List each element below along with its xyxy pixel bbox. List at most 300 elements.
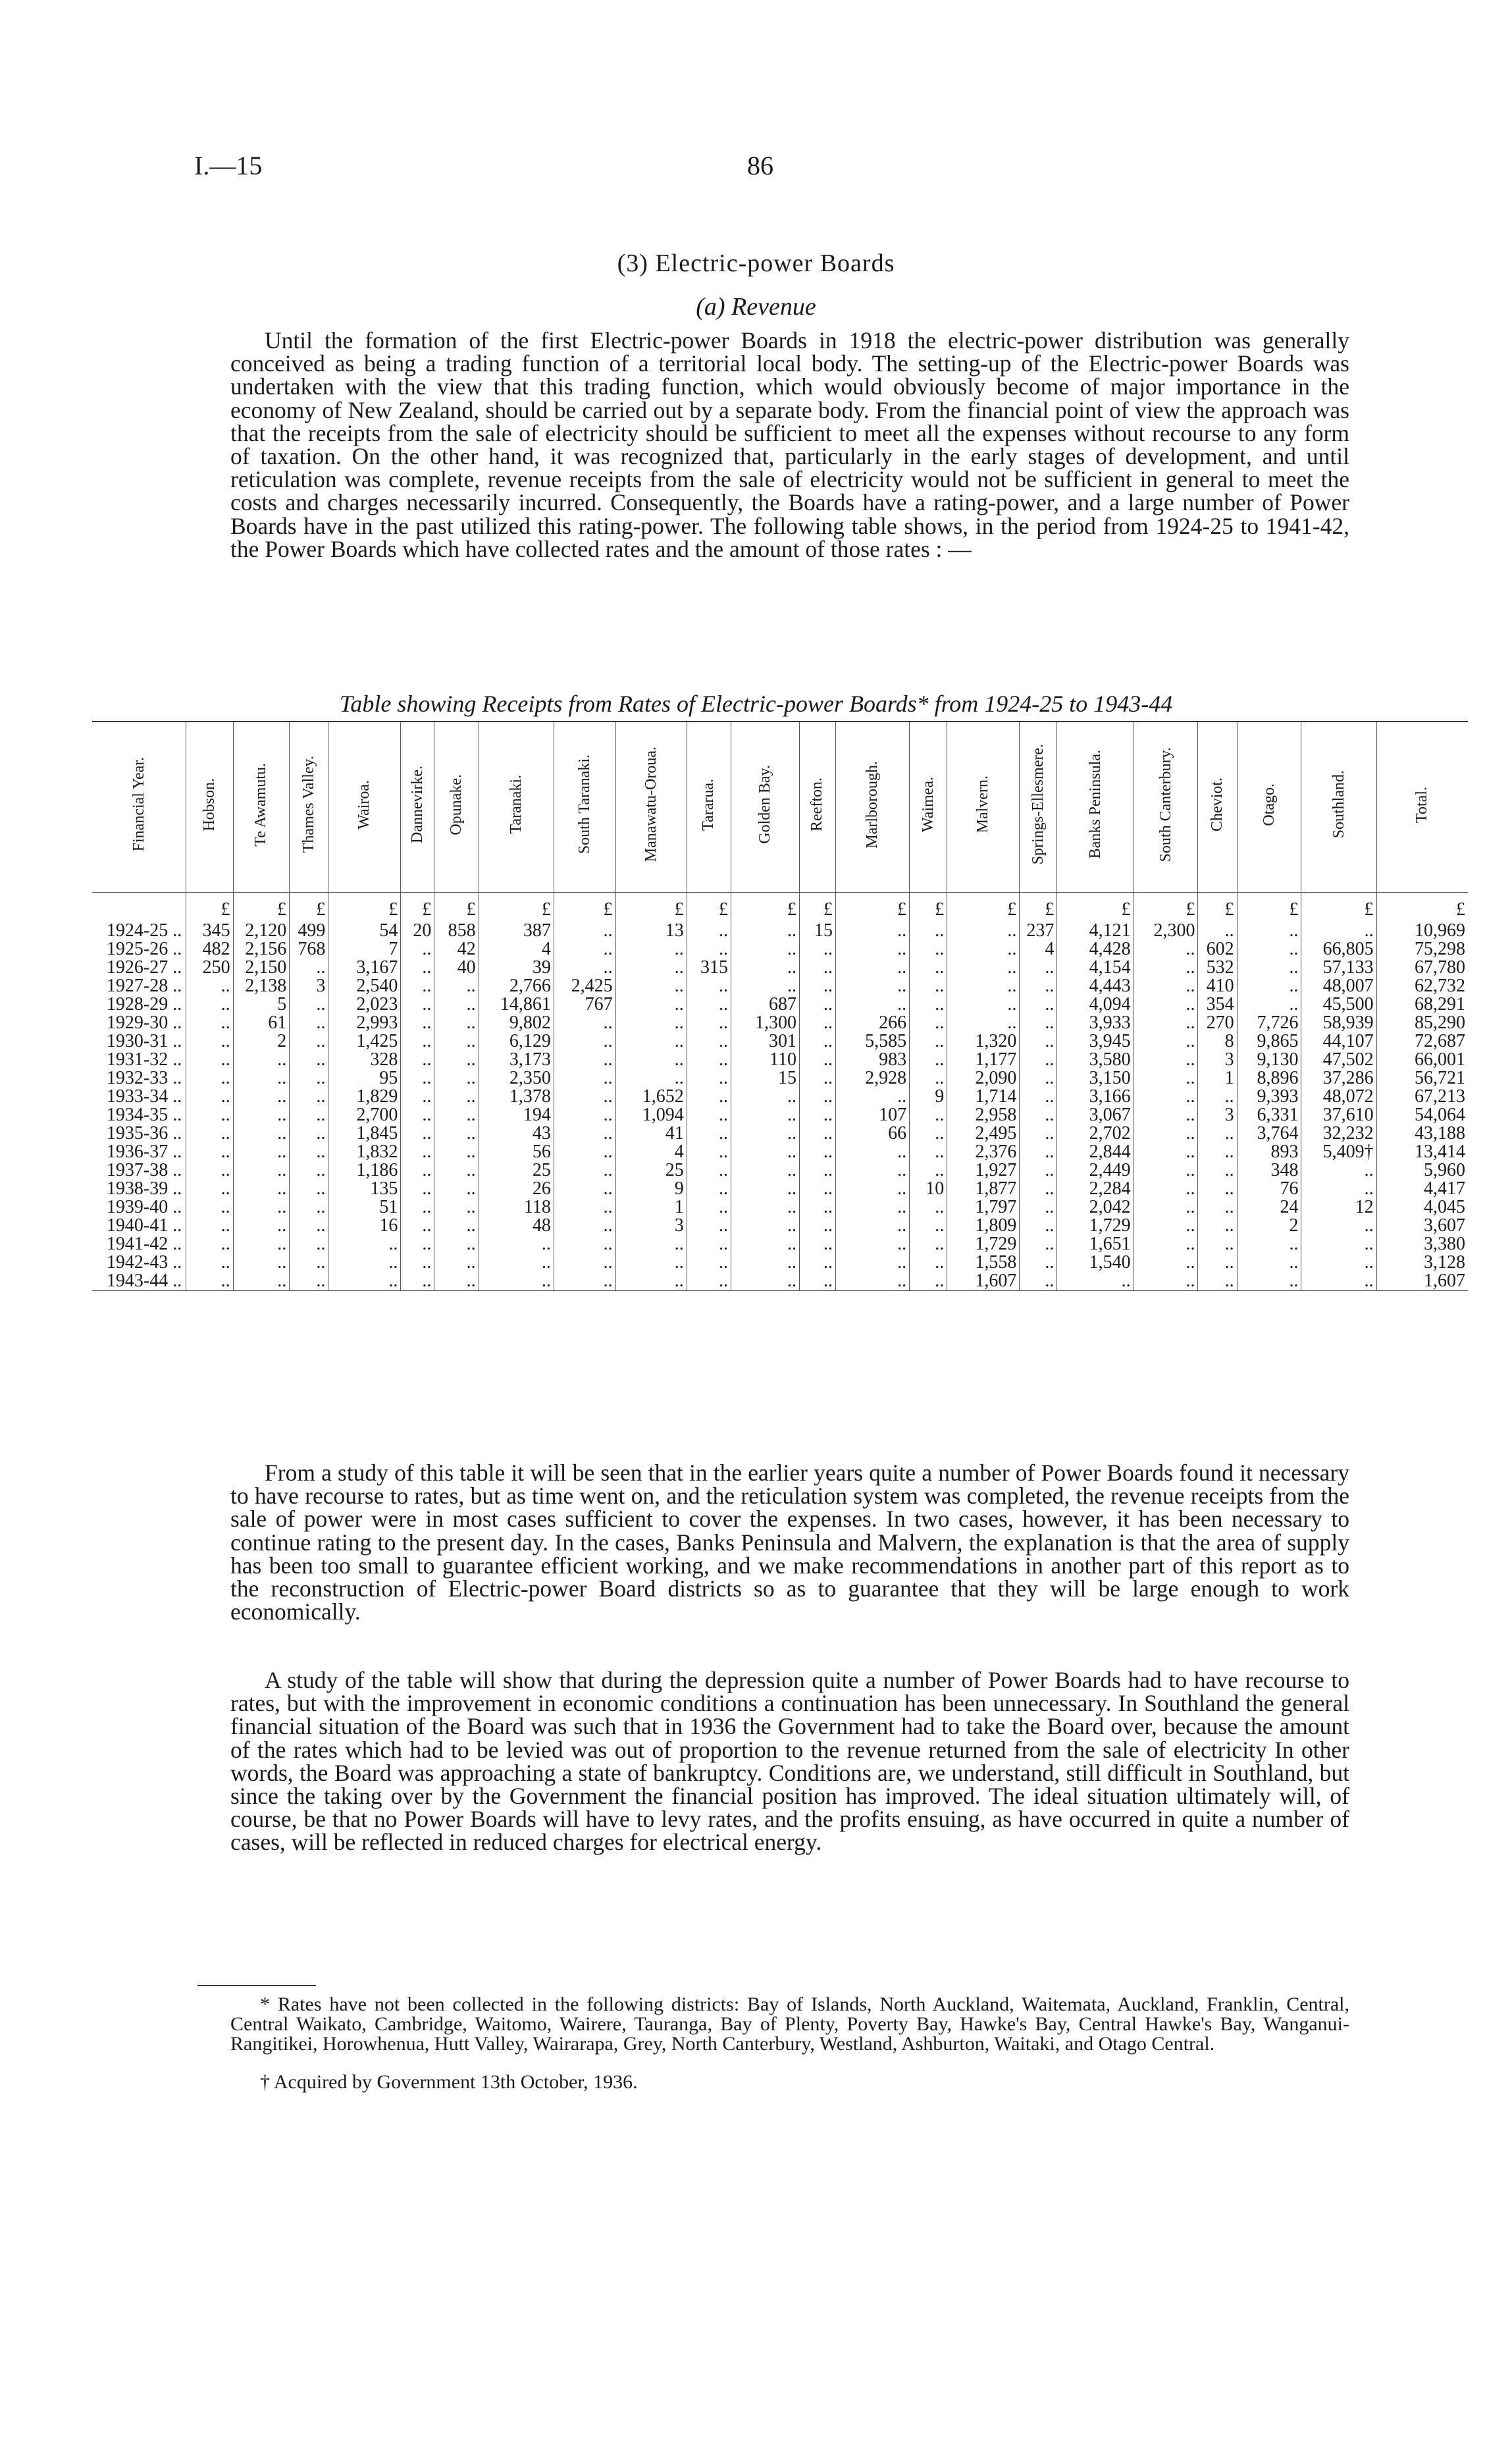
value-cell: .. [1237, 995, 1301, 1014]
value-cell: 2,425 [554, 977, 615, 995]
column-header-label: South Taranaki. [575, 754, 593, 855]
value-cell: 9,802 [479, 1014, 554, 1032]
value-cell: .. [836, 1180, 910, 1198]
value-cell: .. [186, 995, 233, 1014]
value-cell: 57,133 [1301, 959, 1376, 977]
value-cell: .. [1134, 977, 1198, 995]
section-title: (3) Electric-power Boards [617, 250, 895, 277]
value-cell: .. [799, 1014, 835, 1032]
value-cell: .. [434, 1217, 479, 1235]
table-row [92, 1198, 1468, 1217]
value-cell: .. [1237, 940, 1301, 959]
analysis-paragraph: From a study of this table it will be seen that in the earlier years quite a number of Power Boards found it necessary to have recourse to rates, but as time went on, and the reticulation system was completed, the revenue receipts from the sale of power were in most cases sufficient to cover the expenses. In two cases, however, it has been necessary to continue rating to the present day. In the cases, Banks Peninsula and Malvern, the explanation is that the area of supply has been too small to guarantee efficient working, and we make recommendations in another part of this report as to the reconstruction of Electric-power Board districts so as to guarantee that they will be large enough to work economically. [230, 1460, 1349, 1625]
value-cell: .. [1237, 1272, 1301, 1291]
value-cell: 1,829 [328, 1088, 401, 1106]
year-cell: 1942-43 .. [92, 1253, 186, 1272]
unit-cell: £ [328, 893, 401, 922]
value-cell: .. [910, 1014, 947, 1032]
value-cell: .. [554, 1161, 615, 1180]
value-cell: 4,094 [1057, 995, 1134, 1014]
unit-cell: £ [1301, 893, 1376, 922]
value-cell: .. [799, 1198, 835, 1217]
value-cell: .. [1020, 1253, 1057, 1272]
value-cell: .. [1237, 1235, 1301, 1253]
value-cell: .. [731, 1124, 799, 1143]
value-cell: .. [731, 1106, 799, 1124]
value-cell: 10,969 [1415, 922, 1465, 940]
value-cell: 7 [328, 940, 401, 959]
value-cell: 2,138 [233, 977, 290, 995]
value-cell: .. [554, 1106, 615, 1124]
value-cell: .. [401, 1014, 434, 1032]
value-cell: .. [687, 1235, 731, 1253]
value-cell: 2,042 [1057, 1198, 1134, 1217]
table-row [92, 1235, 1468, 1253]
value-cell: .. [947, 995, 1020, 1014]
value-cell: .. [1198, 1124, 1237, 1143]
value-cell: .. [836, 1235, 910, 1253]
value-cell: .. [1057, 1272, 1134, 1291]
value-cell: 1 [615, 1198, 687, 1217]
value-cell: .. [1020, 1161, 1057, 1180]
column-header [910, 722, 947, 893]
value-cell: 15 [799, 922, 835, 940]
value-cell: .. [554, 1069, 615, 1088]
value-cell: .. [290, 1217, 328, 1235]
value-cell: .. [836, 940, 910, 959]
unit-cell: £ [1198, 893, 1237, 922]
value-cell: 85,290 [1415, 1014, 1465, 1032]
value-cell: 32,232 [1301, 1124, 1376, 1143]
value-cell: 6,331 [1237, 1106, 1301, 1124]
value-cell: 767 [554, 995, 615, 1014]
value-cell: 2 [233, 1032, 290, 1051]
value-cell: 4 [1020, 940, 1057, 959]
depression-paragraph: A study of the table will show that during the depression quite a number of Power Boards had to have recourse to rates, but with the improvement in economic conditions a continuation has been unnecessary. In Southland the general financial situation of the Board was such that in 1936 the Government had to take the Board over, because the amount of the rates which had to be levied was out of proportion to the revenue returned from the sale of electricity In other words, the Board was approaching a state of bankruptcy. Conditions are, we understand, still difficult in Southland, but since the taking over by the Government the financial position has improved. The ideal situation ultimately will, of course, be that no Power Boards will have to levy rates, and the profits ensuing, as have occurred in quite a number of cases, will be reflected in reduced charges for electrical energy. [230, 1667, 1349, 1856]
column-header [401, 722, 434, 893]
value-cell: 37,286 [1301, 1069, 1376, 1088]
year-cell: 1925-26 .. [92, 940, 186, 959]
value-cell: .. [434, 1051, 479, 1069]
year-cell: 1928-29 .. [92, 995, 186, 1014]
value-cell: .. [687, 1124, 731, 1143]
value-cell: 2 [1237, 1217, 1301, 1235]
value-cell: 1,927 [947, 1161, 1020, 1180]
column-header [554, 722, 615, 893]
value-cell: .. [799, 977, 835, 995]
column-header-label: Thames Valley. [300, 756, 317, 853]
value-cell: .. [328, 1253, 401, 1272]
value-cell: .. [799, 1272, 835, 1291]
value-cell: .. [1301, 1272, 1376, 1291]
value-cell: .. [836, 1143, 910, 1161]
value-cell: .. [731, 1235, 799, 1253]
value-cell: .. [947, 959, 1020, 977]
value-cell: 2,700 [328, 1106, 401, 1124]
value-cell: 3 [290, 977, 328, 995]
value-cell: 2,090 [947, 1069, 1020, 1088]
value-cell: .. [910, 1272, 947, 1291]
value-cell: .. [290, 1069, 328, 1088]
value-cell: .. [401, 977, 434, 995]
value-cell: 48,072 [1301, 1088, 1376, 1106]
value-cell: 4 [479, 940, 554, 959]
column-header [615, 722, 687, 893]
value-cell: 7,726 [1237, 1014, 1301, 1032]
value-cell: 5,960 [1424, 1161, 1465, 1180]
value-cell: 48 [479, 1217, 554, 1235]
column-header-label: Southland. [1330, 770, 1347, 839]
value-cell: .. [910, 1051, 947, 1069]
value-cell: .. [434, 1143, 479, 1161]
value-cell: .. [836, 1088, 910, 1106]
value-cell: .. [731, 1272, 799, 1291]
value-cell: 135 [328, 1180, 401, 1198]
value-cell: .. [554, 1217, 615, 1235]
value-cell: .. [687, 1253, 731, 1272]
value-cell: 345 [186, 922, 233, 940]
value-cell: .. [401, 1106, 434, 1124]
value-cell: 301 [731, 1032, 799, 1051]
value-cell: 2,928 [836, 1069, 910, 1088]
value-cell: .. [1134, 1106, 1198, 1124]
value-cell: 1 [1198, 1069, 1237, 1088]
year-cell: 1926-27 .. [92, 959, 186, 977]
value-cell: 1,714 [947, 1088, 1020, 1106]
unit-cell: £ [1134, 893, 1198, 922]
value-cell: 3,128 [1424, 1253, 1465, 1272]
column-header [687, 722, 731, 893]
unit-cell: £ [401, 893, 434, 922]
year-cell: 1938-39 .. [92, 1180, 186, 1198]
value-cell: 2,702 [1057, 1124, 1134, 1143]
report-code: I.—15 [194, 151, 263, 180]
value-cell: .. [186, 1272, 233, 1291]
value-cell: 2,150 [233, 959, 290, 977]
value-cell: .. [1134, 1143, 1198, 1161]
value-cell: 5 [233, 995, 290, 1014]
value-cell: 37,610 [1301, 1106, 1376, 1124]
value-cell: .. [1134, 1032, 1198, 1051]
value-cell: 2,284 [1057, 1180, 1134, 1198]
value-cell: 3 [615, 1217, 687, 1235]
value-cell: 9,130 [1237, 1051, 1301, 1069]
value-cell: .. [731, 959, 799, 977]
value-cell: .. [290, 1180, 328, 1198]
value-cell: 3,150 [1057, 1069, 1134, 1088]
table-row [92, 1032, 1468, 1051]
unit-cell [92, 893, 186, 922]
value-cell: .. [1020, 1143, 1057, 1161]
value-cell: 1,832 [328, 1143, 401, 1161]
value-cell: .. [1020, 1088, 1057, 1106]
value-cell: 3,933 [1057, 1014, 1134, 1032]
value-cell: 9 [910, 1088, 947, 1106]
value-cell: .. [401, 995, 434, 1014]
value-cell: .. [1198, 1088, 1237, 1106]
column-header [1020, 722, 1057, 893]
value-cell: .. [910, 1198, 947, 1217]
value-cell: 3,380 [1424, 1235, 1465, 1253]
year-cell: 1924-25 .. [92, 922, 186, 940]
value-cell: 1,300 [731, 1014, 799, 1032]
value-cell: 4,428 [1057, 940, 1134, 959]
value-cell: .. [910, 1106, 947, 1124]
value-cell: .. [1134, 1069, 1198, 1088]
value-cell: 2,300 [1134, 922, 1198, 940]
value-cell: .. [233, 1253, 290, 1272]
value-cell: .. [1134, 1051, 1198, 1069]
value-cell: .. [687, 940, 731, 959]
value-cell: .. [434, 977, 479, 995]
value-cell: .. [1134, 1235, 1198, 1253]
value-cell: 62,732 [1415, 977, 1465, 995]
value-cell: .. [401, 1143, 434, 1161]
value-cell: .. [554, 1088, 615, 1106]
value-cell: 2,540 [328, 977, 401, 995]
value-cell: 107 [836, 1106, 910, 1124]
value-cell: .. [434, 1069, 479, 1088]
unit-cell: £ [947, 893, 1020, 922]
value-cell: .. [290, 1051, 328, 1069]
value-cell: .. [290, 1014, 328, 1032]
value-cell: 43,188 [1415, 1124, 1465, 1143]
value-cell: .. [799, 1253, 835, 1272]
value-cell: 13 [615, 922, 687, 940]
value-cell: .. [687, 1272, 731, 1291]
column-header [1134, 722, 1198, 893]
value-cell: .. [910, 1032, 947, 1051]
units-row [92, 893, 1468, 922]
footnote-acquired: † Acquired by Government 13th October, 1936. [260, 2071, 638, 2093]
column-header [1237, 722, 1301, 893]
year-cell: 1941-42 .. [92, 1235, 186, 1253]
value-cell: 20 [401, 922, 434, 940]
value-cell: .. [290, 1253, 328, 1272]
value-cell: 499 [290, 922, 328, 940]
value-cell: 25 [479, 1161, 554, 1180]
value-cell: .. [1198, 1253, 1237, 1272]
value-cell: 1,378 [479, 1088, 554, 1106]
value-cell: .. [479, 1253, 554, 1272]
value-cell: 54,064 [1415, 1106, 1465, 1124]
value-cell: .. [554, 1143, 615, 1161]
table-row [92, 1161, 1468, 1180]
value-cell: .. [836, 1217, 910, 1235]
value-cell: 25 [615, 1161, 687, 1180]
column-header-label: Manawatu-Oroua. [642, 747, 660, 862]
value-cell: .. [186, 1180, 233, 1198]
value-cell: .. [731, 1143, 799, 1161]
value-cell: .. [687, 1198, 731, 1217]
value-cell: 58,939 [1301, 1014, 1376, 1032]
value-cell: 44,107 [1301, 1032, 1376, 1051]
value-cell: 5,585 [836, 1032, 910, 1051]
value-cell: .. [1020, 1198, 1057, 1217]
value-cell: 2,766 [479, 977, 554, 995]
value-cell: .. [290, 1124, 328, 1143]
value-cell: .. [401, 1032, 434, 1051]
value-cell: 270 [1198, 1014, 1237, 1032]
value-cell: .. [1134, 1161, 1198, 1180]
value-cell: 48,007 [1301, 977, 1376, 995]
value-cell: 1,651 [1057, 1235, 1134, 1253]
value-cell: 2,495 [947, 1124, 1020, 1143]
value-cell: 1,607 [1376, 1272, 1468, 1291]
column-header-label: Springs-Ellesmere. [1029, 744, 1047, 865]
value-cell: .. [233, 1143, 290, 1161]
column-header-label: Financial Year. [130, 757, 147, 852]
value-cell: .. [1301, 1161, 1376, 1180]
value-cell: .. [434, 1272, 479, 1291]
value-cell: .. [799, 1088, 835, 1106]
value-cell: .. [290, 995, 328, 1014]
column-header-label: Wairoa. [355, 779, 373, 830]
value-cell: .. [434, 1088, 479, 1106]
column-header [1376, 722, 1468, 893]
value-cell: .. [233, 1198, 290, 1217]
value-cell: 768 [290, 940, 328, 959]
value-cell: .. [910, 1069, 947, 1088]
column-header-label: Tararua. [700, 778, 717, 831]
value-cell: .. [186, 1161, 233, 1180]
value-cell: .. [910, 1161, 947, 1180]
intro-paragraph: Until the formation of the first Electric-power Boards in 1918 the electric-power distribution was generally conceived as being a trading function of a territorial local body. The setting-up of the Electric-power Boards was undertaken with the view that this trading function, which would obviously become of major importance in the economy of New Zealand, should be carried out by a separate body. From the financial point of view the approach was that the receipts from the sale of electricity should be sufficient to meet all the expenses without recourse to any form of taxation. On the other hand, it was recognized that, particularly in the early stages of development, and until reticulation was complete, revenue receipts from the sale of electricity would not be sufficient in general to meet the costs and charges necessarily incurred. Consequently, the Boards have a rating-power, and a large number of Power Boards have in the past utilized this rating-power. The following table shows, in the period from 1924-25 to 1941-42, the Power Boards which have collected rates and the amount of those rates : — [230, 327, 1349, 562]
value-cell: .. [1301, 922, 1376, 940]
value-cell: .. [328, 1272, 401, 1291]
value-cell: .. [401, 1217, 434, 1235]
table-row [92, 1180, 1468, 1198]
value-cell: .. [615, 1032, 687, 1051]
year-cell: 1934-35 .. [92, 1106, 186, 1124]
value-cell: 51 [328, 1198, 401, 1217]
value-cell: .. [687, 977, 731, 995]
value-cell: .. [1198, 1198, 1237, 1217]
value-cell: 13,414 [1415, 1143, 1465, 1161]
column-header [290, 722, 328, 893]
value-cell: .. [479, 1272, 554, 1291]
value-cell: 2,376 [947, 1143, 1020, 1161]
value-cell: .. [687, 1143, 731, 1161]
value-cell: .. [799, 940, 835, 959]
value-cell: .. [1020, 1180, 1057, 1198]
value-cell: 3,067 [1057, 1106, 1134, 1124]
value-cell: .. [836, 959, 910, 977]
value-cell: .. [233, 1235, 290, 1253]
column-header-label: Malvern. [974, 776, 992, 833]
column-header [836, 722, 910, 893]
value-cell: .. [615, 1069, 687, 1088]
column-header-label: Waimea. [919, 776, 937, 833]
value-cell: .. [799, 1161, 835, 1180]
value-cell: 1,845 [328, 1124, 401, 1143]
value-cell: .. [910, 1253, 947, 1272]
year-cell: 1940-41 .. [92, 1217, 186, 1235]
value-cell: 66,805 [1301, 940, 1376, 959]
value-cell: .. [799, 995, 835, 1014]
value-cell: .. [836, 1253, 910, 1272]
year-cell: 1939-40 .. [92, 1198, 186, 1217]
value-cell: .. [554, 1032, 615, 1051]
table-row [92, 1088, 1468, 1106]
value-cell: .. [1198, 1272, 1237, 1291]
value-cell: 532 [1198, 959, 1237, 977]
value-cell: .. [186, 1217, 233, 1235]
value-cell: 1,729 [1057, 1217, 1134, 1235]
value-cell: .. [615, 995, 687, 1014]
value-cell: .. [799, 1069, 835, 1088]
value-cell: 3,166 [1057, 1088, 1134, 1106]
value-cell: 14,861 [479, 995, 554, 1014]
year-cell: 1932-33 .. [92, 1069, 186, 1088]
value-cell: .. [731, 1198, 799, 1217]
value-cell: .. [799, 1051, 835, 1069]
table-row [92, 959, 1468, 977]
value-cell: .. [554, 959, 615, 977]
value-cell: 354 [1198, 995, 1237, 1014]
value-cell: .. [233, 1161, 290, 1180]
value-cell: 1,320 [947, 1032, 1020, 1051]
value-cell: .. [186, 1124, 233, 1143]
table-row [92, 977, 1468, 995]
value-cell: .. [290, 1235, 328, 1253]
unit-cell: £ [434, 893, 479, 922]
value-cell: .. [910, 940, 947, 959]
value-cell: .. [947, 922, 1020, 940]
value-cell: .. [731, 1217, 799, 1235]
subsection-title: (a) Revenue [696, 293, 816, 321]
value-cell: .. [290, 1143, 328, 1161]
value-cell: .. [687, 1106, 731, 1124]
value-cell: .. [687, 995, 731, 1014]
value-cell: .. [910, 1217, 947, 1235]
value-cell: .. [687, 922, 731, 940]
value-cell: .. [401, 1235, 434, 1253]
table-row [92, 1051, 1468, 1069]
value-cell: .. [186, 977, 233, 995]
value-cell: 1,809 [947, 1217, 1020, 1235]
value-cell: .. [1198, 1180, 1237, 1198]
value-cell: .. [799, 1032, 835, 1051]
value-cell: .. [434, 1161, 479, 1180]
table-row [92, 1143, 1468, 1161]
value-cell: .. [836, 977, 910, 995]
value-cell: .. [615, 1014, 687, 1032]
value-cell: 16 [328, 1217, 401, 1235]
value-cell: 8 [1198, 1032, 1237, 1051]
value-cell: .. [687, 1180, 731, 1198]
value-cell: .. [401, 1088, 434, 1106]
column-header [479, 722, 554, 893]
value-cell: 67,780 [1415, 959, 1465, 977]
value-cell: .. [401, 1180, 434, 1198]
column-header [947, 722, 1020, 893]
value-cell: .. [434, 1235, 479, 1253]
value-cell: .. [290, 1032, 328, 1051]
column-header-label: Golden Bay. [756, 765, 773, 844]
value-cell: 4,121 [1057, 922, 1134, 940]
value-cell: 4,417 [1424, 1180, 1465, 1198]
table-row [92, 1253, 1468, 1272]
value-cell: 266 [836, 1014, 910, 1032]
value-cell: .. [401, 1198, 434, 1217]
value-cell: .. [1198, 1161, 1237, 1180]
value-cell: 983 [836, 1051, 910, 1069]
table-row [92, 1124, 1468, 1143]
value-cell: 250 [186, 959, 233, 977]
table-row [92, 1106, 1468, 1124]
value-cell: 237 [1020, 922, 1057, 940]
